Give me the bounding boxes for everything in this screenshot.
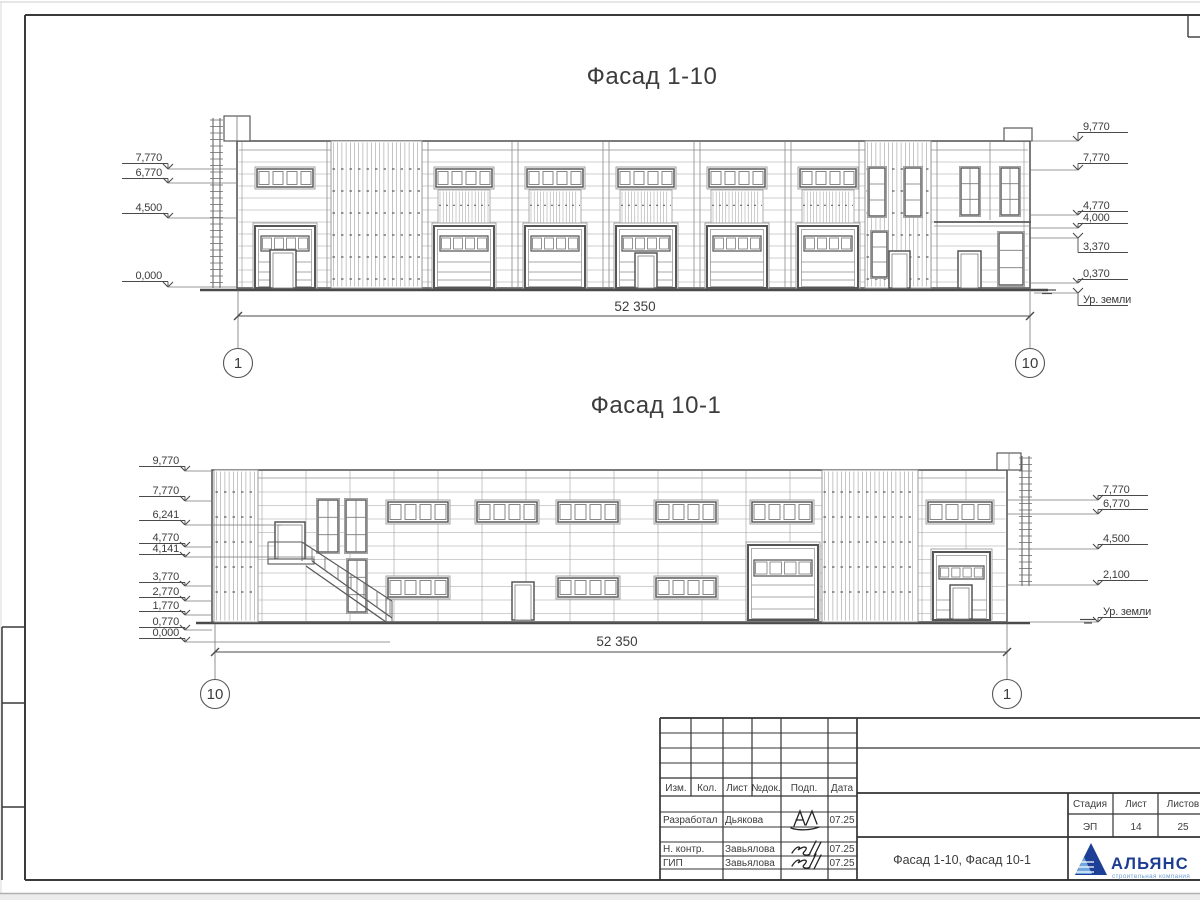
line-art bbox=[185, 610, 190, 615]
elevation-mark-label: 0,000 bbox=[135, 270, 162, 282]
facade-1-10-title: Фасад 1-10 bbox=[586, 63, 718, 90]
cladding-section bbox=[822, 470, 918, 622]
line-art bbox=[1073, 288, 1078, 293]
elevation-mark-label: 4,500 bbox=[135, 202, 162, 214]
window-pane bbox=[620, 172, 630, 185]
tb-document-title: Фасад 1-10, Фасад 10-1 bbox=[893, 853, 1031, 867]
window-pane bbox=[930, 505, 942, 520]
window-pane bbox=[301, 172, 311, 185]
louver-panel bbox=[620, 190, 672, 224]
gate-window-pane bbox=[442, 238, 451, 249]
gate-window-pane bbox=[751, 238, 760, 249]
line-art bbox=[1078, 233, 1083, 238]
door-leaf bbox=[953, 588, 969, 619]
gate-window-pane bbox=[287, 238, 296, 249]
elevation-mark-label: 0,370 bbox=[1083, 268, 1110, 280]
gate-window-pane bbox=[569, 238, 578, 249]
line-art bbox=[1073, 165, 1078, 170]
tb-role-developer: Разработал bbox=[663, 815, 718, 826]
elevation-mark-label: 2,770 bbox=[152, 586, 179, 598]
gate-window-pane bbox=[799, 562, 811, 574]
gate-window-pane bbox=[466, 238, 475, 249]
facade-1-10-drawing bbox=[200, 116, 1048, 290]
window-pane bbox=[479, 505, 490, 520]
gate-window-pane bbox=[715, 238, 724, 249]
elevation-mark-label: 0,000 bbox=[152, 627, 179, 639]
elevation-mark-label: 6,241 bbox=[152, 509, 179, 521]
window-pane bbox=[802, 172, 812, 185]
facade-10-1-drawing bbox=[196, 453, 1032, 623]
gate-window-pane bbox=[806, 238, 815, 249]
tb-role-ncontrol: Н. контр. bbox=[663, 844, 705, 855]
window-pane bbox=[703, 581, 714, 595]
facade-10-1-title: Фасад 10-1 bbox=[590, 392, 722, 419]
elevation-mark-label: 1,770 bbox=[152, 600, 179, 612]
window-pane bbox=[435, 505, 446, 520]
window-pane bbox=[435, 581, 446, 595]
tb-name-gip: Завьялова bbox=[725, 858, 775, 869]
axis-bubble-10-label: 10 bbox=[1021, 355, 1039, 372]
window-pane bbox=[543, 172, 553, 185]
elevation-mark-label: 2,100 bbox=[1103, 569, 1130, 581]
window-pane bbox=[769, 505, 780, 520]
gate-window-pane bbox=[756, 562, 768, 574]
door-leaf bbox=[515, 585, 531, 620]
elevation-mark-label: 9,770 bbox=[152, 455, 179, 467]
line-art bbox=[163, 164, 168, 169]
tb-stage-value: ЭП bbox=[1082, 822, 1098, 833]
elevation-mark-label: 9,770 bbox=[1083, 121, 1110, 133]
elevation-mark-label: 7,770 bbox=[152, 485, 179, 497]
window-pane bbox=[420, 505, 431, 520]
facade-10-1-dimension-label: 52 350 bbox=[596, 634, 638, 649]
tb-name-ncontrol: Завьялова bbox=[725, 844, 775, 855]
louver-panel bbox=[529, 190, 581, 224]
axis-bubble-1-label: 1 bbox=[1002, 686, 1012, 703]
company-logo-icon bbox=[1074, 843, 1107, 875]
line-art bbox=[1093, 509, 1098, 514]
line-art bbox=[1093, 544, 1098, 549]
gate-window-pane bbox=[785, 562, 797, 574]
line-art bbox=[168, 213, 173, 218]
gate-window-pane bbox=[263, 238, 272, 249]
gate bbox=[707, 226, 767, 288]
window-pane bbox=[560, 505, 571, 520]
line-art bbox=[180, 637, 185, 642]
tb-name-developer: Дьякова bbox=[725, 815, 764, 826]
gate-window-pane bbox=[275, 238, 284, 249]
gate bbox=[798, 226, 858, 288]
window-pane bbox=[420, 581, 431, 595]
line-art bbox=[1078, 165, 1083, 170]
gate-window-pane bbox=[624, 238, 633, 249]
line-art bbox=[168, 178, 173, 183]
line-art bbox=[185, 520, 190, 525]
line-art bbox=[168, 164, 173, 169]
line-art bbox=[1073, 136, 1078, 141]
window-pane bbox=[438, 172, 448, 185]
window-pane bbox=[524, 505, 535, 520]
tb-sheet-header: Лист bbox=[1125, 799, 1147, 810]
title-block bbox=[663, 783, 1199, 880]
window-pane bbox=[480, 172, 490, 185]
line-art bbox=[163, 282, 168, 287]
window-pane bbox=[816, 172, 826, 185]
window-pane bbox=[673, 581, 684, 595]
window-pane bbox=[575, 505, 586, 520]
line-art bbox=[1078, 136, 1083, 141]
elevation-mark-label: 6,770 bbox=[135, 167, 162, 179]
window-pane bbox=[844, 172, 854, 185]
elevation-mark-label: 4,141 bbox=[152, 543, 179, 555]
window-pane bbox=[560, 581, 571, 595]
tb-date-developer: 07.25 bbox=[829, 815, 855, 826]
elevation-mark-label: 3,370 bbox=[1083, 241, 1110, 253]
axis-bubble-1-label: 1 bbox=[233, 355, 243, 372]
gate-window-pane bbox=[963, 568, 971, 577]
window-pane bbox=[799, 505, 810, 520]
signature bbox=[792, 841, 821, 856]
window-pane bbox=[739, 172, 749, 185]
elevation-mark-label: 7,770 bbox=[135, 152, 162, 164]
window-pane bbox=[494, 505, 505, 520]
line-art bbox=[0, 894, 1200, 900]
window-pane bbox=[725, 172, 735, 185]
window-pane bbox=[830, 172, 840, 185]
window-pane bbox=[466, 172, 476, 185]
tb-sheets-value: 25 bbox=[1177, 822, 1189, 833]
door-leaf bbox=[638, 256, 654, 288]
elevation-mark-label: 0,770 bbox=[152, 616, 179, 628]
window-pane bbox=[784, 505, 795, 520]
stair-landing bbox=[268, 559, 314, 564]
line-art bbox=[185, 625, 190, 630]
window-pane bbox=[648, 172, 658, 185]
window-pane bbox=[287, 172, 297, 185]
gate bbox=[434, 226, 494, 288]
company-name: АЛЬЯНС bbox=[1111, 855, 1189, 873]
tall-window bbox=[869, 168, 885, 216]
window-pane bbox=[962, 505, 974, 520]
window-pane bbox=[688, 581, 699, 595]
elevation-mark-label: 6,770 bbox=[1103, 498, 1130, 510]
louver-panel bbox=[438, 190, 490, 224]
gate-window-pane bbox=[533, 238, 542, 249]
window-pane bbox=[978, 505, 990, 520]
line-art bbox=[185, 496, 190, 501]
line-art bbox=[180, 581, 185, 586]
elevation-mark-label: Ур. земли bbox=[1103, 606, 1152, 618]
line-art bbox=[185, 466, 190, 471]
line-art bbox=[1073, 278, 1078, 283]
tb-header-list: Лист bbox=[726, 783, 748, 794]
tall-window bbox=[999, 233, 1023, 285]
window-pane bbox=[605, 581, 616, 595]
window-pane bbox=[575, 581, 586, 595]
axis-bubble-10-label: 10 bbox=[206, 686, 224, 703]
line-art bbox=[185, 552, 190, 557]
line-art bbox=[180, 542, 185, 547]
gate-window-pane bbox=[842, 238, 851, 249]
line-art bbox=[1078, 288, 1083, 293]
window-pane bbox=[634, 172, 644, 185]
gate-window-pane bbox=[770, 562, 782, 574]
tall-window bbox=[872, 232, 887, 277]
gate-window-pane bbox=[545, 238, 554, 249]
door-leaf bbox=[961, 254, 978, 288]
elevation-mark-label: 4,000 bbox=[1083, 212, 1110, 224]
gate-window-pane bbox=[941, 568, 949, 577]
line-art bbox=[1073, 210, 1078, 215]
gate-window-pane bbox=[478, 238, 487, 249]
window-pane bbox=[390, 581, 401, 595]
window-pane bbox=[673, 505, 684, 520]
gate-window-pane bbox=[830, 238, 839, 249]
window-pane bbox=[658, 581, 669, 595]
window-pane bbox=[658, 505, 669, 520]
window-pane bbox=[605, 505, 616, 520]
gate-window-pane bbox=[557, 238, 566, 249]
window-pane bbox=[529, 172, 539, 185]
tb-sheet-value: 14 bbox=[1130, 822, 1142, 833]
window-pane bbox=[259, 172, 269, 185]
tb-header-podp: Подп. bbox=[790, 783, 818, 794]
tb-sheets-header: Листов bbox=[1166, 799, 1200, 810]
line-art bbox=[185, 581, 190, 586]
window-pane bbox=[688, 505, 699, 520]
elevation-mark-label: 7,770 bbox=[1103, 484, 1130, 496]
louver-panel bbox=[802, 190, 854, 224]
elevation-mark-label: Ур. земли bbox=[1083, 294, 1132, 306]
window-pane bbox=[711, 172, 721, 185]
line-art bbox=[168, 282, 173, 287]
tb-header-data: Дата bbox=[830, 783, 854, 794]
gate-window-pane bbox=[454, 238, 463, 249]
gate-window-pane bbox=[739, 238, 748, 249]
elevation-mark-label: 4,770 bbox=[152, 532, 179, 544]
facade-1-10-dimension-label: 52 350 bbox=[614, 299, 656, 314]
tb-header-ndok: №док. bbox=[751, 783, 781, 794]
door-leaf bbox=[892, 254, 907, 288]
elevation-mark-label: 4,770 bbox=[1083, 200, 1110, 212]
window-pane bbox=[590, 581, 601, 595]
line-art bbox=[185, 596, 190, 601]
line-art bbox=[185, 637, 190, 642]
window-pane bbox=[662, 172, 672, 185]
window-pane bbox=[452, 172, 462, 185]
window-pane bbox=[754, 505, 765, 520]
cladding-section bbox=[331, 141, 422, 288]
tb-date-ncontrol: 07.25 bbox=[829, 844, 855, 855]
window-pane bbox=[753, 172, 763, 185]
gate-window-pane bbox=[660, 238, 669, 249]
tb-header-kol: Кол. bbox=[697, 783, 717, 794]
window-pane bbox=[571, 172, 581, 185]
gate-window-pane bbox=[818, 238, 827, 249]
window-pane bbox=[703, 505, 714, 520]
window-pane bbox=[590, 505, 601, 520]
window-pane bbox=[557, 172, 567, 185]
line-art bbox=[185, 542, 190, 547]
line-art bbox=[180, 610, 185, 615]
tall-window bbox=[905, 168, 921, 216]
gate-window-pane bbox=[727, 238, 736, 249]
window-pane bbox=[509, 505, 520, 520]
window-pane bbox=[405, 581, 416, 595]
gate-window-pane bbox=[636, 238, 645, 249]
gate bbox=[525, 226, 585, 288]
line-art bbox=[180, 596, 185, 601]
gate-window-pane bbox=[648, 238, 657, 249]
line-art bbox=[1093, 580, 1098, 585]
window-pane bbox=[390, 505, 401, 520]
tb-stage-header: Стадия bbox=[1072, 799, 1108, 810]
window-pane bbox=[405, 505, 416, 520]
tb-role-gip: ГИП bbox=[663, 858, 683, 869]
tb-header-izm: Изм. bbox=[665, 783, 687, 794]
roof-parapet-raise bbox=[1004, 128, 1032, 141]
door-leaf bbox=[273, 253, 293, 288]
line-art bbox=[1073, 223, 1078, 228]
window-pane bbox=[273, 172, 283, 185]
elevation-mark-label: 4,500 bbox=[1103, 533, 1130, 545]
gate-window-pane bbox=[952, 568, 960, 577]
gate-window-pane bbox=[974, 568, 982, 577]
elevation-mark-label: 3,770 bbox=[152, 571, 179, 583]
louver-panel bbox=[711, 190, 763, 224]
window-pane bbox=[946, 505, 958, 520]
tb-date-gip: 07.25 bbox=[829, 858, 855, 869]
gate-window-pane bbox=[299, 238, 308, 249]
company-subtitle: строительная компания bbox=[1112, 873, 1191, 880]
elevation-mark-label: 7,770 bbox=[1083, 152, 1110, 164]
line-art bbox=[1073, 233, 1078, 238]
line-art bbox=[1093, 495, 1098, 500]
